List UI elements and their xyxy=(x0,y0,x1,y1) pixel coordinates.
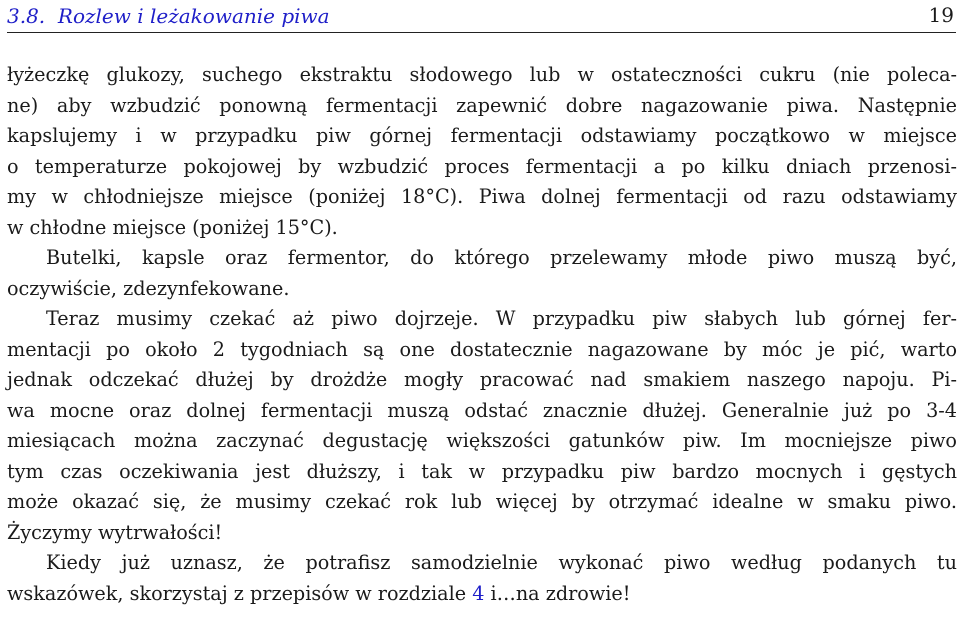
text-line: ne) aby wzbudzić ponowną fermentacji zapewnić dobre nagazowanie piwa. Następnie xyxy=(7,93,957,117)
text-line: Kiedy już uznasz, że potrafisz samodzielnie wykonać piwo według podanych tu xyxy=(46,551,957,574)
text-line: mentacji po około 2 tygodniach są one dostatecznie nagazowane by móc je pić, warto xyxy=(7,337,957,361)
text-line: Teraz musimy czekać aż piwo dojrzeje. W przypadku piw słabych lub górnej fer- xyxy=(46,307,957,330)
text-line: oczywiście, zdezynfekowane. xyxy=(7,276,290,300)
text-line: w chłodne miejsce (poniżej 15°C). xyxy=(7,215,338,239)
text-span: i…na zdrowie! xyxy=(484,581,631,605)
text-line: miesiącach można zaczynać degustację większości gatunków piw. Im mocniejsze piwo xyxy=(7,429,957,452)
text-span: wskazówek, skorzystaj z przepisów w rozdziale xyxy=(7,581,473,605)
text-line xyxy=(7,579,957,610)
section-title: Rozlew i leżakowanie piwa xyxy=(57,4,330,28)
running-header xyxy=(7,0,956,33)
text-line: kapslujemy i w przypadku piw górnej fermentacji odstawiamy początkowo w miejsce xyxy=(7,124,957,147)
text-line: może okazać się, że musimy czekać rok lub więcej by otrzymać idealne w smaku piwo. xyxy=(7,490,957,513)
text-line: wa mocne oraz dolnej fermentacji muszą odstać znacznie dłużej. Generalnie już po 3-4 xyxy=(7,398,957,422)
page-number: 19 xyxy=(928,3,954,27)
body-text xyxy=(7,60,957,609)
text-line: tym czas oczekiwania jest dłuższy, i tak w przypadku piw bardzo mocnych i gęstych xyxy=(7,459,957,483)
section-heading[interactable] xyxy=(7,4,330,28)
text-line: o temperaturze pokojowej by wzbudzić proces fermentacji a po kilku dniach przenosi- xyxy=(7,154,957,178)
text-line: łyżeczkę glukozy, suchego ekstraktu słodowego lub w ostateczności cukru (nie poleca- xyxy=(7,63,957,86)
text-line: Butelki, kapsle oraz fermentor, do którego przelewamy młode piwo muszą być, xyxy=(46,246,957,269)
text-line: my w chłodniejsze miejsce (poniżej 18°C). Piwa dolnej fermentacji od razu odstawiamy xyxy=(7,185,957,208)
text-line: Życzymy wytrwałości! xyxy=(7,520,223,544)
text-line: jednak odczekać dłużej by drożdże mogły pracować nad smakiem naszego napoju. Pi- xyxy=(7,368,957,391)
section-number: 3.8. xyxy=(7,4,46,28)
chapter-link[interactable]: 4 xyxy=(472,581,485,605)
